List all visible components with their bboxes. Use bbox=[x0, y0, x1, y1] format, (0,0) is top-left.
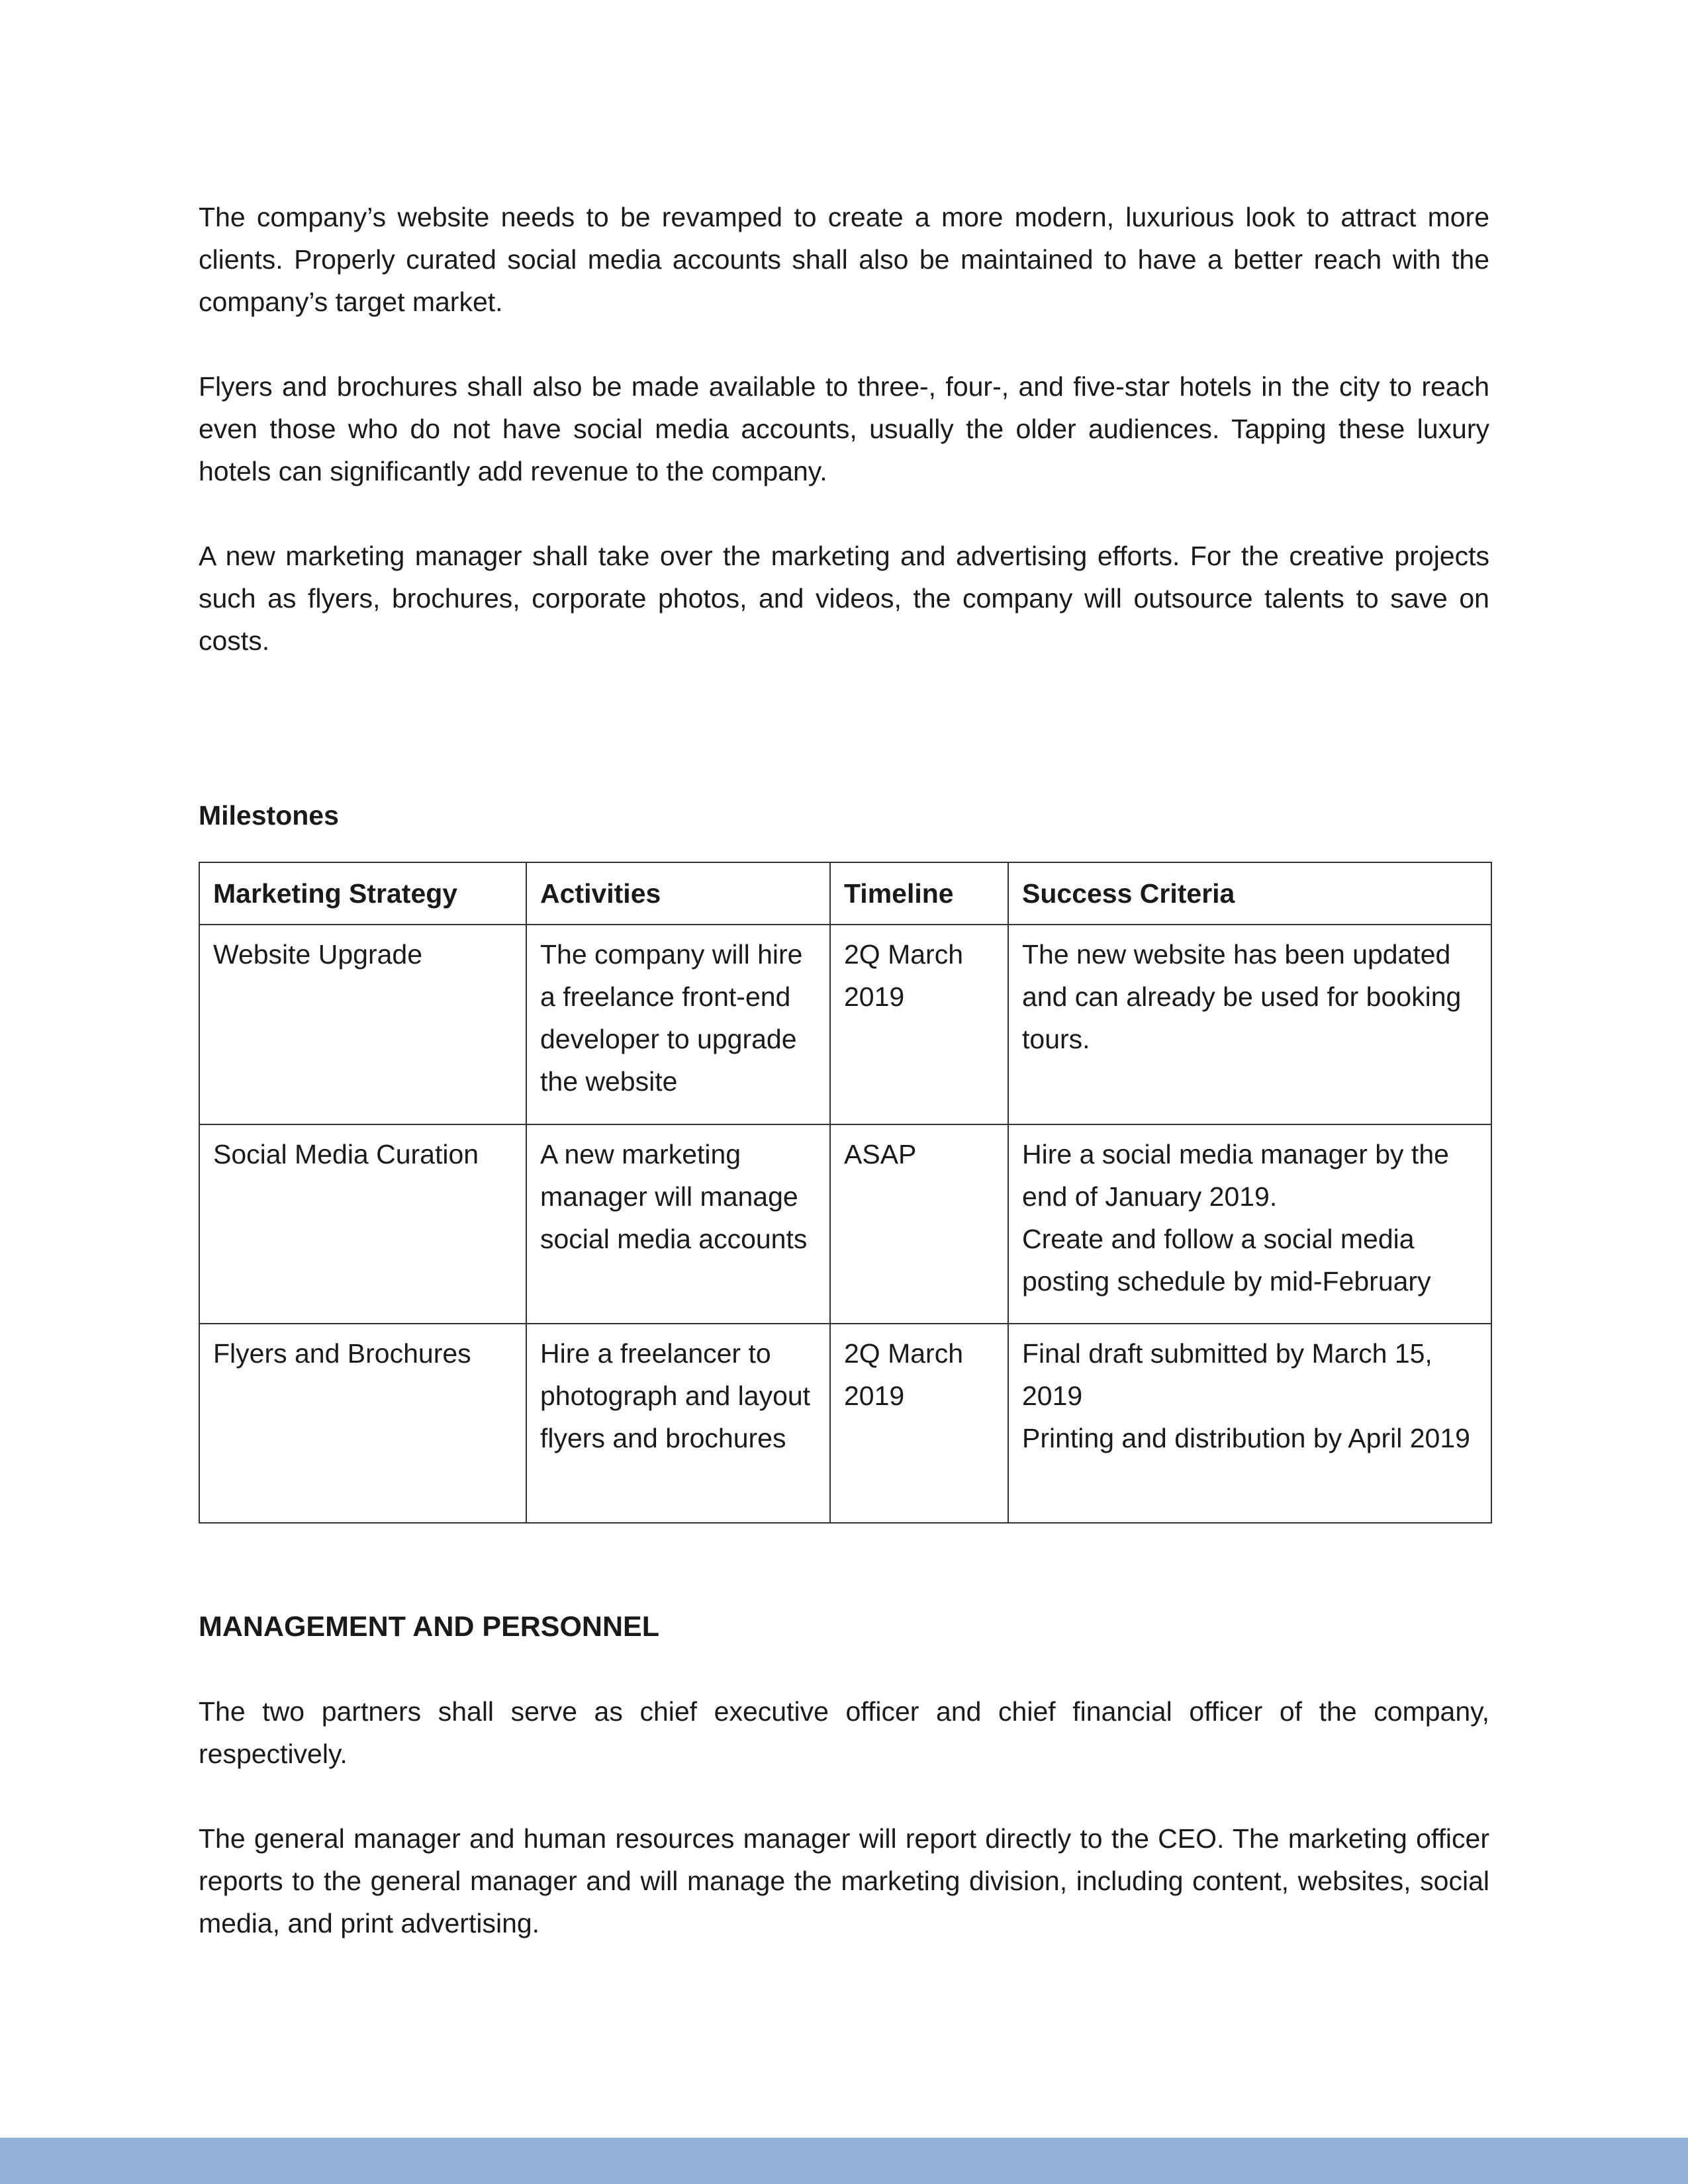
cell-timeline: 2Q March 2019 bbox=[830, 925, 1008, 1124]
cell-activities: A new marketing manager will manage social media accounts bbox=[526, 1124, 830, 1324]
column-header-criteria: Success Criteria bbox=[1008, 862, 1491, 925]
management-paragraph: The general manager and human resources manager will report directly to the CEO. The marketing officer reports to the general manager and will manage the marketing division, including content, websites, social media, and print advertising. bbox=[199, 1823, 1489, 1938]
criteria-line: The new website has been updated and can already be used for booking tours. bbox=[1022, 939, 1462, 1054]
cell-strategy: Flyers and Brochures bbox=[199, 1324, 526, 1523]
document-page bbox=[199, 196, 1489, 1944]
management-section bbox=[199, 1690, 1489, 1944]
table-row bbox=[199, 1324, 1491, 1523]
footer-bar bbox=[0, 2138, 1688, 2184]
cell-timeline: ASAP bbox=[830, 1124, 1008, 1324]
management-heading: MANAGEMENT AND PERSONNEL bbox=[199, 1611, 659, 1643]
column-header-strategy: Marketing Strategy bbox=[199, 862, 526, 925]
cell-criteria bbox=[1008, 1124, 1491, 1324]
intro-paragraph: The company’s website needs to be revamped to create a more modern, luxurious look to attract more clients. Properly curated social media accounts shall also be maintained to have a better reach with the company’s target market. bbox=[199, 202, 1489, 317]
table-row bbox=[199, 925, 1491, 1124]
intro-section bbox=[199, 196, 1489, 662]
cell-strategy: Social Media Curation bbox=[199, 1124, 526, 1324]
management-paragraph: The two partners shall serve as chief executive officer and chief financial officer of the company, respectively. bbox=[199, 1696, 1489, 1769]
milestones-heading: Milestones bbox=[199, 800, 339, 831]
criteria-line: Create and follow a social media posting schedule by mid-February bbox=[1022, 1224, 1431, 1297]
cell-activities: The company will hire a freelance front-end developer to upgrade the website bbox=[526, 925, 830, 1124]
cell-timeline: 2Q March 2019 bbox=[830, 1324, 1008, 1523]
milestones-table bbox=[199, 862, 1492, 1524]
column-header-activities: Activities bbox=[526, 862, 830, 925]
column-header-timeline: Timeline bbox=[830, 862, 1008, 925]
cell-activities: Hire a freelancer to photograph and layout flyers and brochures bbox=[526, 1324, 830, 1523]
table-header-row bbox=[199, 862, 1491, 925]
table-row bbox=[199, 1124, 1491, 1324]
cell-strategy: Website Upgrade bbox=[199, 925, 526, 1124]
criteria-line: Printing and distribution by April 2019 bbox=[1022, 1423, 1470, 1453]
cell-criteria bbox=[1008, 1324, 1491, 1523]
intro-paragraph: Flyers and brochures shall also be made available to three-, four-, and five-star hotels in the city to reach even those who do not have social media accounts, usually the older audiences. Tapping these luxury hotels can significantly add revenue to the company. bbox=[199, 371, 1489, 486]
criteria-line: Final draft submitted by March 15, 2019 bbox=[1022, 1338, 1432, 1411]
intro-paragraph: A new marketing manager shall take over the marketing and advertising efforts. For the creative projects such as flyers, brochures, corporate photos, and videos, the company will outsource talents to save on costs. bbox=[199, 541, 1489, 656]
cell-criteria bbox=[1008, 925, 1491, 1124]
criteria-line: Hire a social media manager by the end of January 2019. bbox=[1022, 1139, 1449, 1212]
